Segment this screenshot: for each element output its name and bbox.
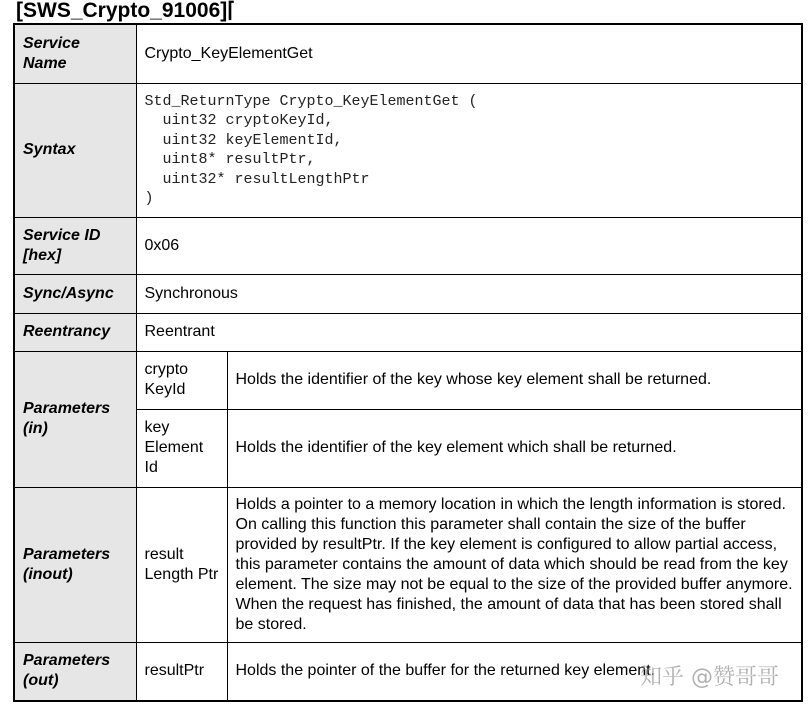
row-sync: [14, 274, 802, 313]
label-reentrancy: Reentrancy: [14, 313, 136, 351]
syntax-line: uint32 cryptoKeyId,: [144, 112, 334, 129]
label-sync: Sync/Async: [14, 274, 136, 313]
requirement-id: [SWS_Crypto_91006]⌈: [16, 0, 236, 22]
row-service-id: [14, 217, 802, 274]
param-name: crypto KeyId: [136, 351, 227, 409]
row-service-name: [14, 24, 802, 83]
row-param-in-1: [14, 351, 802, 409]
label-params-out: Parameters (out): [14, 642, 136, 701]
param-desc: Holds the identifier of the key element which shall be returned.: [227, 409, 802, 487]
row-param-inout: [14, 487, 802, 642]
row-reentrancy: [14, 313, 802, 351]
value-sync: Synchronous: [136, 274, 802, 313]
param-name: resultPtr: [136, 642, 227, 701]
label-service-id: Service ID [hex]: [14, 217, 136, 274]
value-syntax: [136, 83, 802, 217]
label-params-inout: Parameters (inout): [14, 487, 136, 642]
value-reentrancy: Reentrant: [136, 313, 802, 351]
syntax-line: ): [144, 190, 154, 207]
api-spec-table: [13, 23, 803, 702]
param-name: key Element Id: [136, 409, 227, 487]
param-desc: Holds the pointer of the buffer for the returned key element.: [227, 642, 802, 701]
param-desc: Holds the identifier of the key whose key element shall be returned.: [227, 351, 802, 409]
syntax-line: uint8* resultPtr,: [144, 151, 316, 168]
label-syntax: Syntax: [14, 83, 136, 217]
param-name: result Length Ptr: [136, 487, 227, 642]
syntax-line: Std_ReturnType Crypto_KeyElementGet (: [144, 92, 478, 110]
param-desc: Holds a pointer to a memory location in which the length information is stored. On calling this function this parameter shall contain the size of the buffer provided by resultPtr. If the key element is configured to allow partial access, this parameter contains the amount of data which should be read from the key element. The size may not be equal to the size of the provided buffer anymore. When the request has finished, the amount of data that has been stored shall be stored.: [227, 487, 802, 642]
value-service-id: 0x06: [136, 217, 802, 274]
watermark: 知乎 @赞哥哥: [640, 665, 779, 690]
syntax-line: uint32 keyElementId,: [144, 131, 343, 149]
row-syntax: [14, 83, 802, 217]
label-service-name: Service Name: [14, 24, 136, 83]
value-service-name: Crypto_KeyElementGet: [136, 24, 802, 83]
syntax-line: uint32* resultLengthPtr: [144, 170, 370, 188]
label-params-in: Parameters (in): [14, 351, 136, 487]
